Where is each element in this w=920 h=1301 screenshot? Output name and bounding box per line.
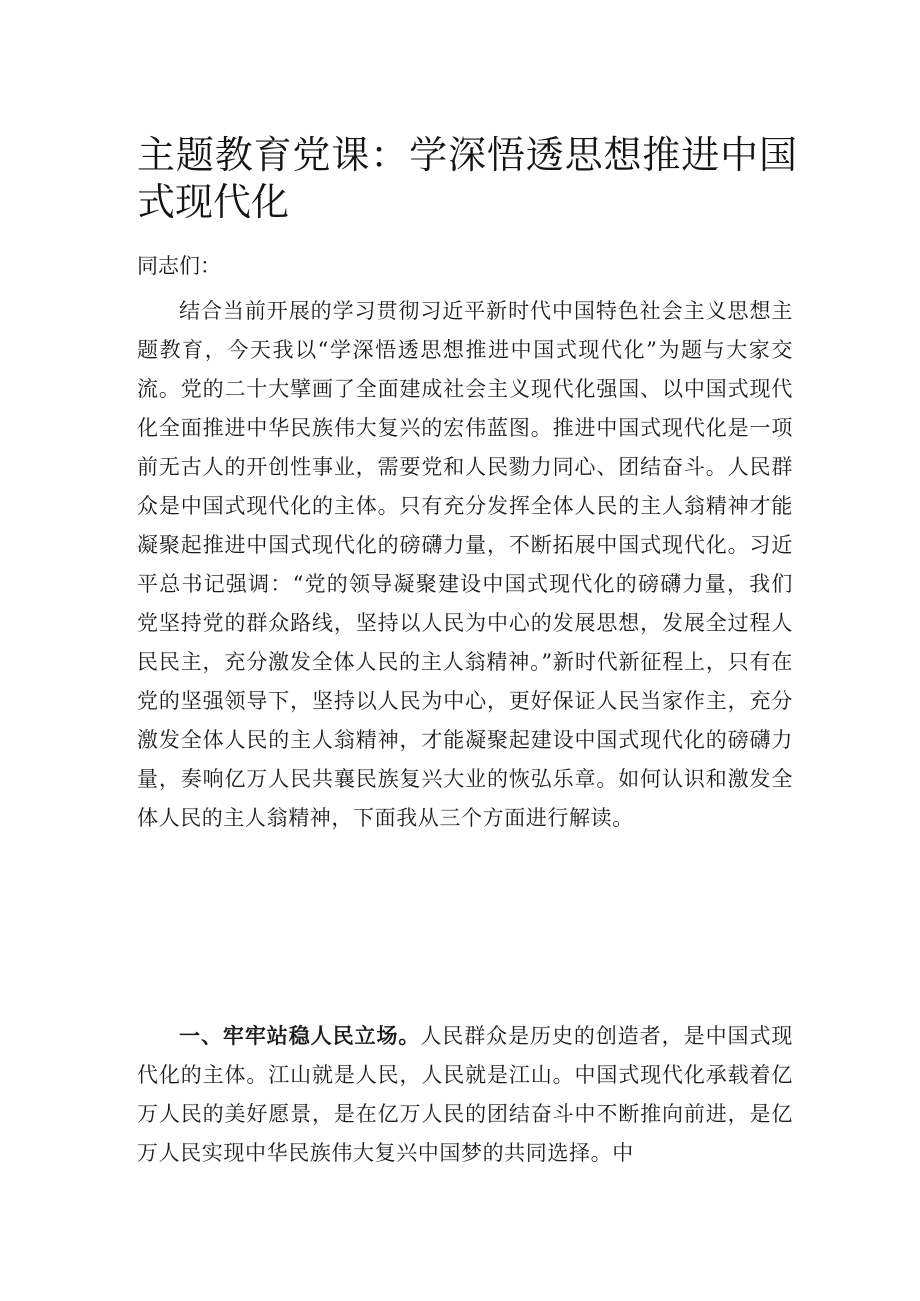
section-one-text: 人民群众是历史的创造者，是中国式现代化的主体。江山就是人民，人民就是江山。中国式现代化承载着亿万人民的美好愿景，是在亿万人民的团结奋斗中不断推向前进，是亿万人民实现中华民族伟大复兴中国梦的共同选择。中 (137, 1024, 793, 1165)
paragraph-intro-text: 结合当前开展的学习贯彻习近平新时代中国特色社会主义思想主题教育，今天我以“学深悟透思想推进中国式现代化”为题与大家交流。党的二十大擘画了全面建成社会主义现代化强国、以中国式现代化全面推进中华民族伟大复兴的宏伟蓝图。推进中国式现代化是一项前无古人的开创性事业，需要党和人民勠力同心、团结奋斗。人民群众是中国式现代化的主体。只有充分发挥全体人民的主人翁精神才能凝聚起推进中国式现代化的磅礴力量，不断拓展中国式现代化。习近平总书记强调：“党的领导凝聚建设中国式现代化的磅礴力量，我们党坚持党的群众路线，坚持以人民为中心的发展思想，发展全过程人民民主，充分激发全体人民的主人翁精神。”新时代新征程上，只有在党的坚强领导下，坚持以人民为中心，更好保证人民当家作主，充分激发全体人民的主人翁精神，才能凝聚起建设中国式现代化的磅礴力量，奏响亿万人民共襄民族复兴大业的恢弘乐章。如何认识和激发全体人民的主人翁精神，下面我从三个方面进行解读。 (137, 299, 793, 830)
paragraph-section-one (137, 1016, 793, 1173)
paragraph-intro (137, 292, 793, 838)
document-title: 主题教育党课：学深悟透思想推进中国式现代化 (137, 133, 797, 224)
section-one-heading: 一、牢牢站稳人民立场。 (179, 1023, 421, 1048)
greeting: 同志们： (137, 254, 221, 278)
